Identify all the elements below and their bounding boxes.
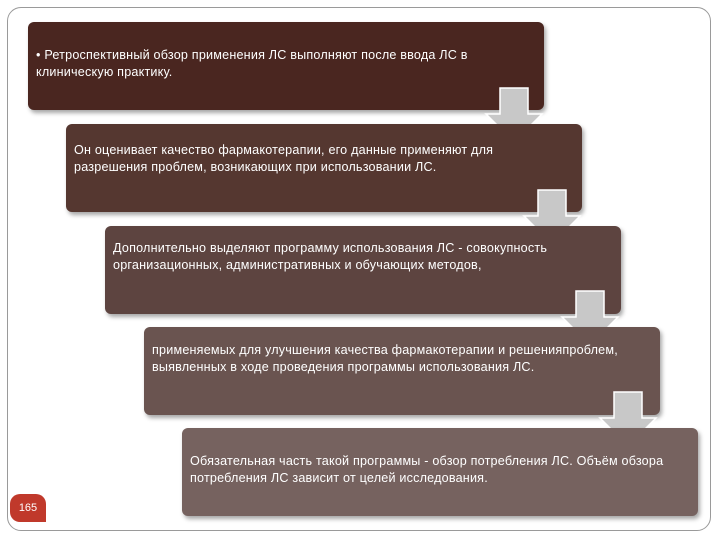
page-number-badge: 165 bbox=[10, 494, 46, 522]
step-box-5 bbox=[182, 428, 698, 516]
step-box-1 bbox=[28, 22, 544, 110]
step-1-text: • Ретроспективный обзор применения ЛС выполняют после ввода ЛС в клиническую практику. bbox=[36, 48, 468, 79]
bullet-icon: • bbox=[36, 48, 41, 62]
step-4-text: применяемых для улучшения качества фармакотерапии и решенияпроблем, выявленных в ходе проведения программы использования ЛС. bbox=[152, 343, 618, 374]
step-5-text: Обязательная часть такой программы - обзор потребления ЛС. Объём обзора потребления ЛС зависит от целей исследования. bbox=[190, 454, 664, 485]
step-box-4 bbox=[144, 327, 660, 415]
step-box-2 bbox=[66, 124, 582, 212]
step-3-text: Дополнительно выделяют программу использования ЛС - совокупность организационных, административных и обучающих методов, bbox=[113, 241, 548, 272]
step-2-text: Он оценивает качество фармакотерапии, его данные применяют для разрешения проблем, возникающих при использовании ЛС. bbox=[74, 143, 494, 174]
step-box-3 bbox=[105, 226, 621, 314]
